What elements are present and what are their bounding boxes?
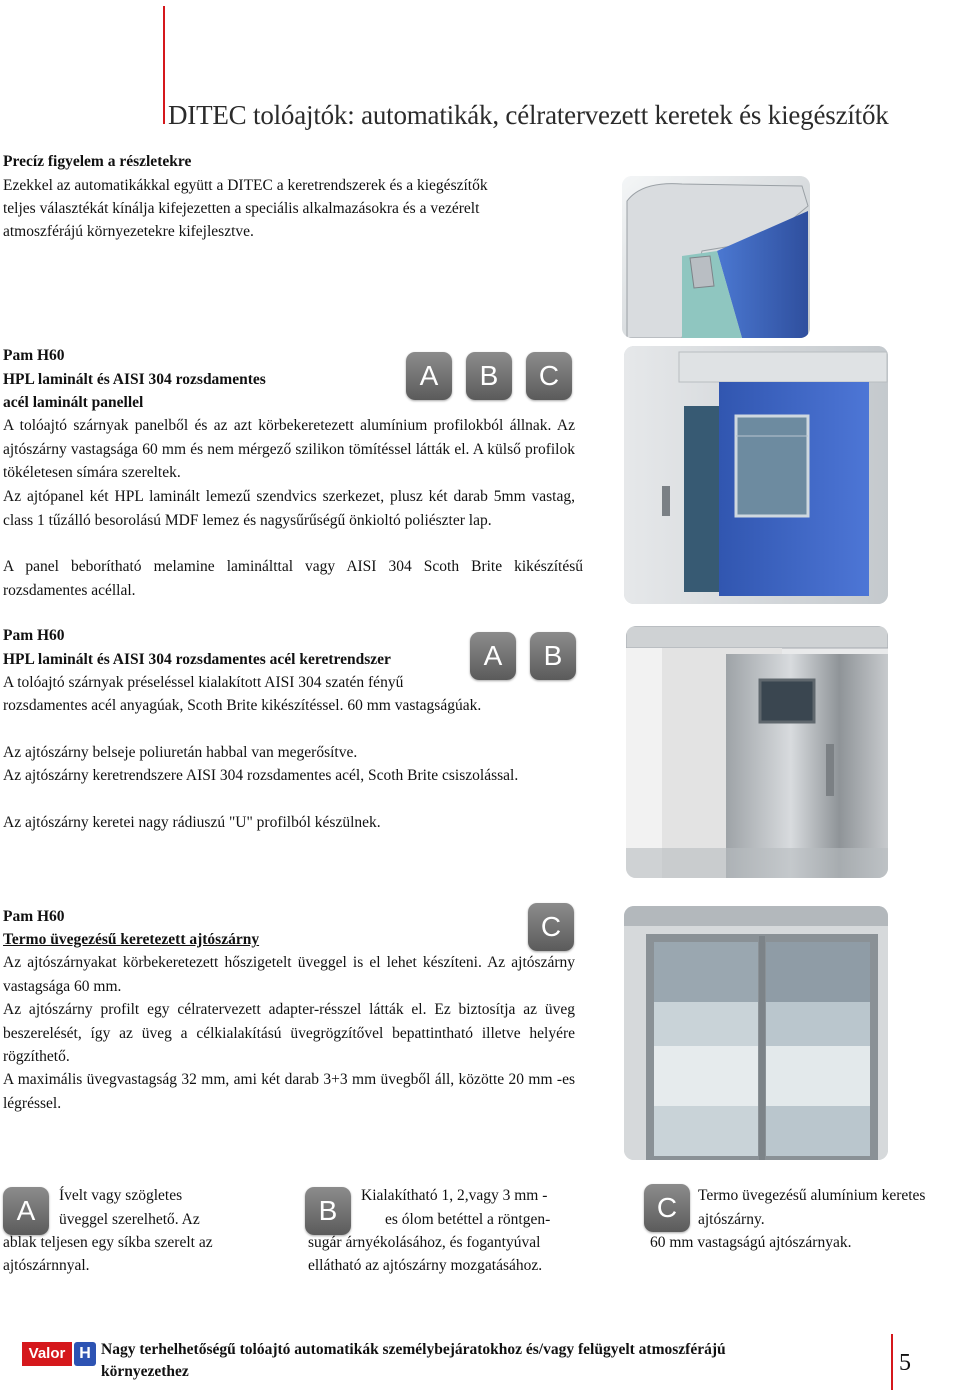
footer-line2: környezethez [101, 1363, 189, 1380]
steel-door-image [626, 626, 888, 878]
section1-paragraph-2: Az ajtópanel két HPL laminált lemezű szendvics szerkezet, plusz két darab 5mm vastag, class 1 tűzálló besorolású MDF lemez és nagysűrűségű önkioltó poliészter lap. [3, 488, 575, 529]
footer-accent-line [891, 1334, 893, 1390]
intro-heading: Precíz figyelem a részletekre [3, 153, 192, 170]
section1-paragraph-3: A panel beborítható melamine laminálttal vagy AISI 304 Scoth Brite kikészítésű rozsdamentes acéllal. [3, 558, 583, 599]
logo-valor-text: Valor [22, 1342, 72, 1366]
header-accent-line [163, 6, 165, 124]
section2-paragraph-1-line2: rozsdamentes acél anyagúak, Scoth Brite kikészítéssel. 60 mm vastagságúak. [3, 697, 482, 714]
section3-paragraph-2: Az ajtószárny profilt egy célratervezett adapter-résszel látták el. Ez biztosítja az üveg beszerelését, így az üveg a célkialakítású üvegrögzítővel bepattintható illetve helyére rögzíthető. [3, 1001, 575, 1065]
valor-logo [22, 1342, 98, 1366]
badge-c: C [528, 903, 574, 951]
legend-a-line4: ajtószárnnyal. [3, 1257, 90, 1274]
legend-badge-c: C [644, 1184, 690, 1232]
section2-paragraph-2: Az ajtószárny belseje poliuretán habbal van megerősítve. [3, 744, 358, 761]
section3-model: Pam H60 [3, 908, 65, 925]
blue-door-image [624, 346, 888, 604]
section2-model: Pam H60 [3, 627, 65, 644]
legend-b-line2: es ólom betéttel a röntgen- [385, 1211, 551, 1228]
section2-paragraph-4: Az ajtószárny keretei nagy rádiuszú "U" profilból készülnek. [3, 814, 381, 831]
legend-c-line2: ajtószárny. [698, 1211, 765, 1228]
badge-b: B [530, 632, 576, 680]
legend-a-line3: ablak teljesen egy síkba szerelt az [3, 1234, 213, 1251]
legend-b-line4: ellátható az ajtószárny mozgatásához. [308, 1257, 543, 1274]
badge-a: A [470, 632, 516, 680]
section1-paragraph-1: A tolóajtó szárnyak panelből és az azt körbekeretezett alumínium profilokból állnak. Az ajtószárny vastagsága 60 mm és nem mérgező szilikon tömítéssel látták el. A külső profilok tökéletesen símára szereltek. [3, 417, 575, 481]
section2-title: HPL laminált és AISI 304 rozsdamentes acél keretrendszer [3, 651, 391, 668]
page-number: 5 [899, 1350, 911, 1376]
page-title: DITEC tolóajtók: automatikák, célratervezett keretek és kiegészítők [168, 100, 889, 130]
section3-paragraph-3: A maximális üvegvastagság 32 mm, ami két darab 3+3 mm üvegből áll, közötte 20 mm -es légréssel. [3, 1071, 575, 1112]
section1-title-line1: HPL laminált és AISI 304 rozsdamentes [3, 371, 266, 388]
legend-c-line1: Termo üvegezésű alumínium keretes [698, 1187, 926, 1204]
legend-a-line2: üveggel szerelhető. Az [59, 1211, 200, 1228]
legend-c-line3: 60 mm vastagságú ajtószárnyak. [650, 1234, 852, 1251]
section2-paragraph-3: Az ajtószárny keretrendszere AISI 304 rozsdamentes acél, Scoth Brite csiszolással. [3, 767, 519, 784]
glazed-door-image [624, 906, 888, 1160]
intro-line-2: teljes választékát kínálja kifejezetten a speciális alkalmazásokra és a vezérelt [3, 200, 480, 217]
badge-b: B [466, 352, 512, 400]
section1-model: Pam H60 [3, 347, 65, 364]
legend-a-line1: Ívelt vagy szögletes [59, 1187, 183, 1204]
intro-line-1: Ezekkel az automatikákkal együtt a DITEC a keretrendszerek és a kiegészítők [3, 177, 488, 194]
badge-c: C [526, 352, 572, 400]
section3-title: Termo üvegezésű keretezett ajtószárny [3, 931, 260, 948]
frame-profile-image [622, 176, 810, 338]
legend-badge-b: B [305, 1187, 351, 1235]
legend-badge-a: A [3, 1187, 49, 1235]
section2-paragraph-1-line1: A tolóajtó szárnyak préseléssel kialakított AISI 304 szatén fényű [3, 674, 404, 691]
section1-title-line2: acél laminált panellel [3, 394, 144, 411]
legend-b-line1: Kialakítható 1, 2,vagy 3 mm - [361, 1187, 548, 1204]
intro-line-3: atmoszférájú környezetekre kifejlesztve. [3, 223, 254, 240]
legend-b-line3: sugár árnyékolásához, és fogantyúval [308, 1234, 541, 1251]
footer-line1: Nagy terhelhetőségű tolóajtó automatikák személybejáratokhoz és/vagy felügyelt atmoszférájú [101, 1341, 726, 1358]
section3-paragraph-1: Az ajtószárnyakat körbekeretezett hőszigetelt üveggel is el lehet készíteni. Az ajtószárny vastagsága 60 mm. [3, 954, 575, 995]
logo-h-text: H [74, 1342, 96, 1366]
badge-a: A [406, 352, 452, 400]
